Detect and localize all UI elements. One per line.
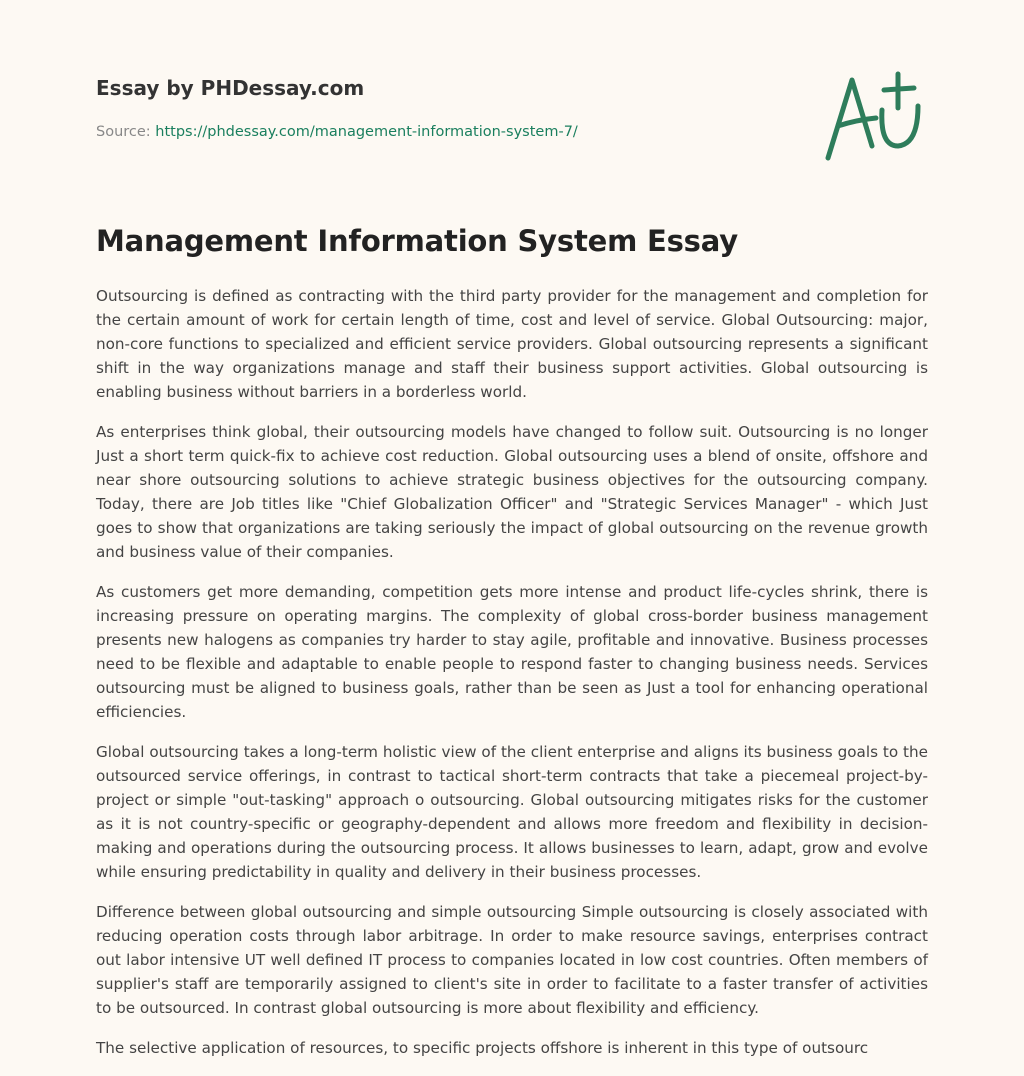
- source-label: Source:: [96, 124, 156, 140]
- essay-paragraph: Outsourcing is defined as contracting with the third party provider for the management and completion for the certain amount of work for certain length of time, cost and level of service. Global Outsourcing: major, non-core functions to specialized and efficient service providers. Global outsourcing represents a significant shift in the way organizations manage and staff their business support activities. Global outsourcing is enabling business without barriers in a borderless world.: [96, 287, 928, 401]
- source-link[interactable]: https://phdessay.com/management-information-system-7/: [155, 124, 578, 140]
- essay-body: [96, 284, 928, 1076]
- essay-paragraph: Difference between global outsourcing and simple outsourcing Simple outsourcing is closely associated with reducing operation costs through labor arbitrage. In order to make resource savings, enterprises contract out labor intensive UT well defined IT process to companies located in low cost countries. Often members of supplier's staff are temporarily assigned to client's site in order to facilitate to a faster transfer of activities to be outsourced. In contrast global outsourcing is more about flexibility and efficiency.: [96, 903, 928, 1017]
- essay-paragraph: Global outsourcing takes a long-term holistic view of the client enterprise and aligns its business goals to the outsourced service offerings, in contrast to tactical short-term contracts that take a piecemeal project-by-project or simple "out-tasking" approach o outsourcing. Global outsourcing mitigates risks for the customer as it is not country-specific or geography-dependent and allows more freedom and flexibility in decision-making and operations during the outsourcing process. It allows businesses to learn, adapt, grow and evolve while ensuring predictability in quality and delivery in their business processes.: [96, 743, 928, 881]
- essay-paragraph: As enterprises think global, their outsourcing models have changed to follow suit. Outsourcing is no longer Just a short term quick-fix to achieve cost reduction. Global outsourcing uses a blend of onsite, offshore and near shore outsourcing solutions to achieve strategic business objectives for the outsourcing company. Today, there are Job titles like "Chief Globalization Officer" and "Strategic Services Manager" - which Just goes to show that organizations are taking seriously the impact of global outsourcing on the revenue growth and business value of their companies.: [96, 423, 928, 561]
- site-brand: Essay by PHDessay.com: [96, 76, 365, 100]
- a-plus-logo-icon: [822, 68, 926, 164]
- essay-paragraph: As customers get more demanding, competition gets more intense and product life-cycles shrink, there is increasing pressure on operating margins. The complexity of global cross-border business management presents new halogens as companies try harder to stay agile, profitable and innovative. Business processes need to be flexible and adaptable to enable people to respond faster to changing business needs. Services outsourcing must be aligned to business goals, rather than be seen as Just a tool for enhancing operational efficiencies.: [96, 583, 928, 721]
- essay-paragraph: The selective application of resources, to specific projects offshore is inherent in this type of outsourc: [96, 1039, 869, 1057]
- source-line: [96, 124, 578, 140]
- essay-title: Management Information System Essay: [96, 224, 738, 258]
